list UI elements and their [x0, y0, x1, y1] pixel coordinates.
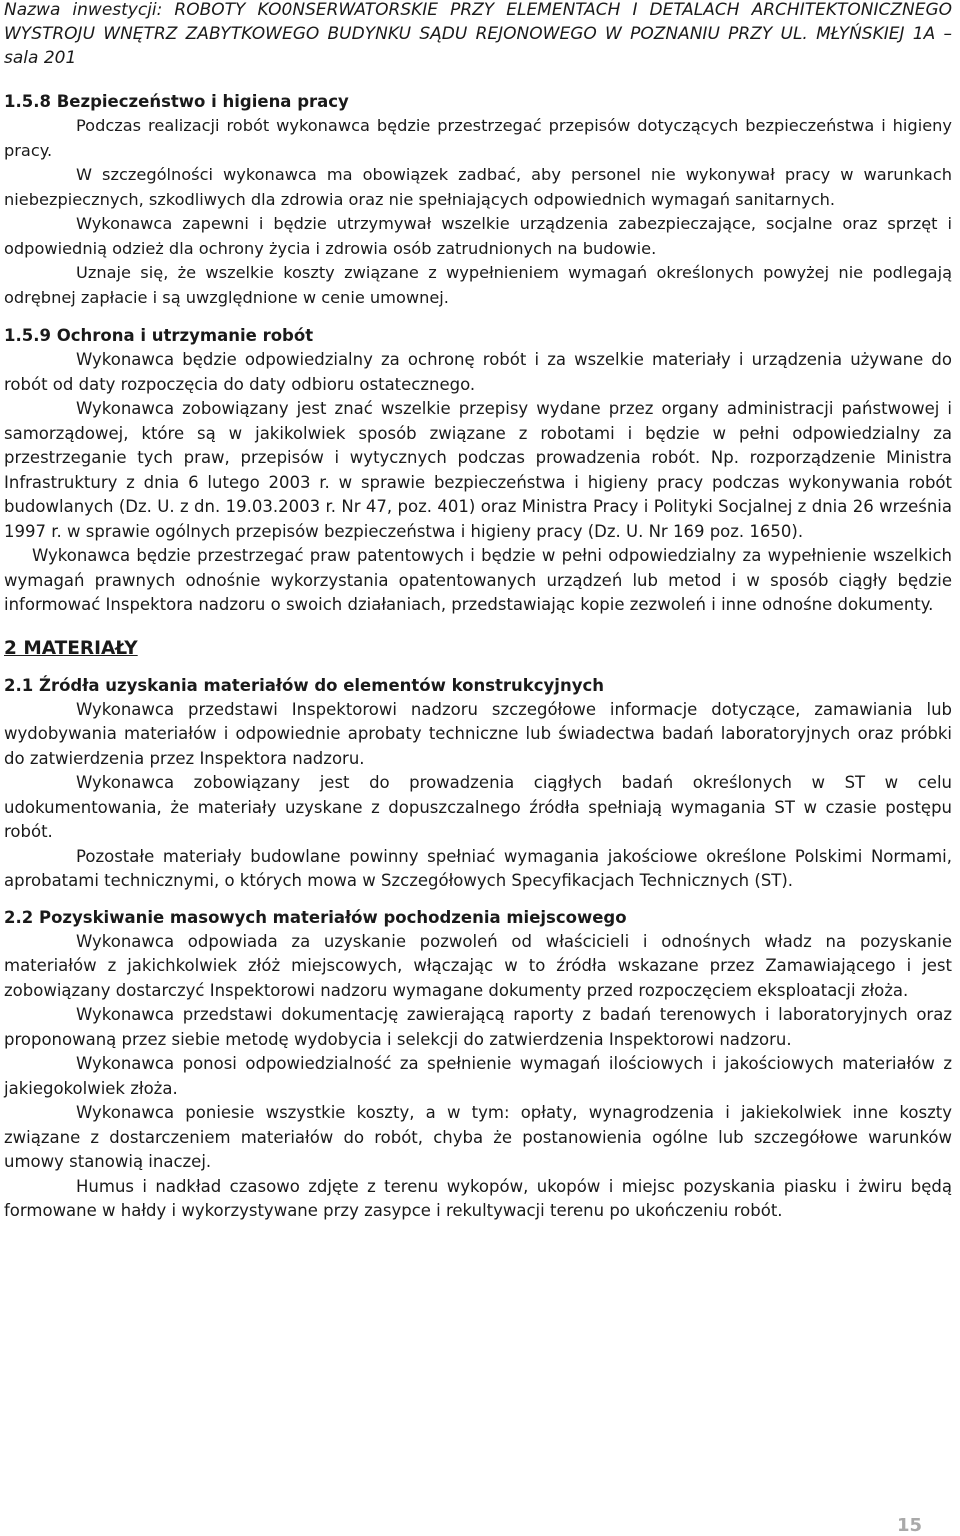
paragraph: Uznaje się, że wszelkie koszty związane z wypełnieniem wymagań określonych powyżej nie podlegają odrębnej zapłacie i są uwzględnione w cenie umownej. [4, 263, 952, 307]
document-page [4, 0, 952, 1224]
paragraph: Wykonawca przedstawi dokumentację zawierającą raporty z badań terenowych i laboratoryjnych oraz proponowaną przez siebie metodę wydobycia i selekcji do zatwierdzenia Inspektorowi nadzoru. [4, 1005, 952, 1049]
paragraph: Pozostałe materiały budowlane powinny spełniać wymagania jakościowe określone Polskimi Normami, aprobatami technicznymi, o których mowa w Szczegółowych Specyfikacjach Technicznych (ST). [4, 846, 952, 890]
paragraph: Wykonawca będzie odpowiedzialny za ochronę robót i za wszelkie materiały i urządzenia używane do robót od daty rozpoczęcia do daty odbioru ostatecznego. [4, 350, 952, 394]
section-1-5-9 [4, 324, 952, 618]
paragraph: Wykonawca poniesie wszystkie koszty, a w tym: opłaty, wynagrodzenia i jakiekolwiek inne koszty związane z dostarczeniem materiałów do robót, chyba że postanowienia ogólne lub szczegółowe warunków umowy stanowią inaczej. [4, 1103, 952, 1171]
page-number: 15 [896, 1515, 922, 1536]
section-heading: 2.1 Źródła uzyskania materiałów do elementów konstrukcyjnych [4, 675, 604, 695]
section-2-1 [4, 674, 952, 894]
paragraph: Wykonawca zobowiązany jest znać wszelkie przepisy wydane przez organy administracji państwowej i samorządowej, które są w jakikolwiek sposób związane z robotami i będzie w pełni odpowiedzialny za przestrzeganie tych praw, przepisów i wytycznych podczas prowadzenia robót. Np. rozporządzenie Ministra Infrastruktury z dnia 6 lutego 2003 r. w sprawie bezpieczeństwa i higieny pracy podczas wykonywania robót budowlanych (Dz. U. z dn. 19.03.2003 r. Nr 47, poz. 401) oraz Ministra Pracy i Polityki Socjalnej z dnia 26 września 1997 r. w sprawie ogólnych przepisów bezpieczeństwa i higieny pracy (Dz. U. Nr 169 poz. 1650). [4, 399, 952, 541]
paragraph: Wykonawca zobowiązany jest do prowadzenia ciągłych badań określonych w ST w celu udokumentowania, że materiały uzyskane z dopuszczalnego źródła spełniają wymagania ST w czasie postępu robót. [4, 773, 952, 841]
document-header: Nazwa inwestycji: ROBOTY KO0NSERWATORSKIE PRZY ELEMENTACH I DETALACH ARCHITEKTONICZNEGO WYSTROJU WNĘTRZ ZABYTKOWEGO BUDYNKU SĄDU REJONOWEGO W POZNANIU PRZY UL. MŁYŃSKIEJ 1A – sala 201 [4, 0, 952, 68]
chapter-heading-materialy: 2 MATERIAŁY [4, 637, 138, 659]
paragraph: Podczas realizacji robót wykonawca będzie przestrzegać przepisów dotyczących bezpieczeństwa i higieny pracy. [4, 116, 952, 160]
section-heading: 1.5.8 Bezpieczeństwo i higiena pracy [4, 92, 349, 111]
section-heading: 2.2 Pozyskiwanie masowych materiałów pochodzenia miejscowego [4, 907, 627, 927]
paragraph: Wykonawca odpowiada za uzyskanie pozwoleń od właścicieli i odnośnych władz na pozyskanie materiałów z jakichkolwiek złóż miejscowych, włączając w to źródła wskazane przez Zamawiającego i jest zobowiązany dostarczyć Inspektorowi nadzoru wymagane dokumenty przed rozpoczęciem eksploatacji złoża. [4, 931, 952, 1000]
paragraph: Wykonawca ponosi odpowiedzialność za spełnienie wymagań ilościowych i jakościowych materiałów z jakiegokolwiek złoża. [4, 1054, 952, 1098]
paragraph: W szczególności wykonawca ma obowiązek zadbać, aby personel nie wykonywał pracy w warunkach niebezpiecznych, szkodliwych dla zdrowia oraz nie spełniających odpowiednich wymagań sanitarnych. [4, 165, 952, 209]
section-1-5-8 [4, 90, 952, 310]
paragraph: Wykonawca zapewni i będzie utrzymywał wszelkie urządzenia zabezpieczające, socjalne oraz sprzęt i odpowiednią odzież dla ochrony życia i zdrowia osób zatrudnionych na budowie. [4, 214, 952, 258]
paragraph: Humus i nadkład czasowo zdjęte z terenu wykopów, ukopów i miejsc pozyskania piasku i żwiru będą formowane w hałdy i wykorzystywane przy zasypce i rekultywacji terenu po ukończeniu robót. [4, 1176, 952, 1220]
section-2-2 [4, 906, 952, 1224]
section-heading: 1.5.9 Ochrona i utrzymanie robót [4, 326, 314, 345]
paragraph: Wykonawca będzie przestrzegać praw patentowych i będzie w pełni odpowiedzialny za wypełnienie wszelkich wymagań prawnych odnośnie wykorzystania opatentowanych urządzeń lub metod i w sposób ciągły będzie informować Inspektora nadzoru o swoich działaniach, przedstawiając kopie zezwoleń i inne odnośne dokumenty. [4, 546, 952, 614]
paragraph: Wykonawca przedstawi Inspektorowi nadzoru szczegółowe informacje dotyczące, zamawiania lub wydobywania materiałów i odpowiednie aprobaty techniczne lub świadectwa badań laboratoryjnych oraz próbki do zatwierdzenia przez Inspektora nadzoru. [4, 699, 952, 768]
